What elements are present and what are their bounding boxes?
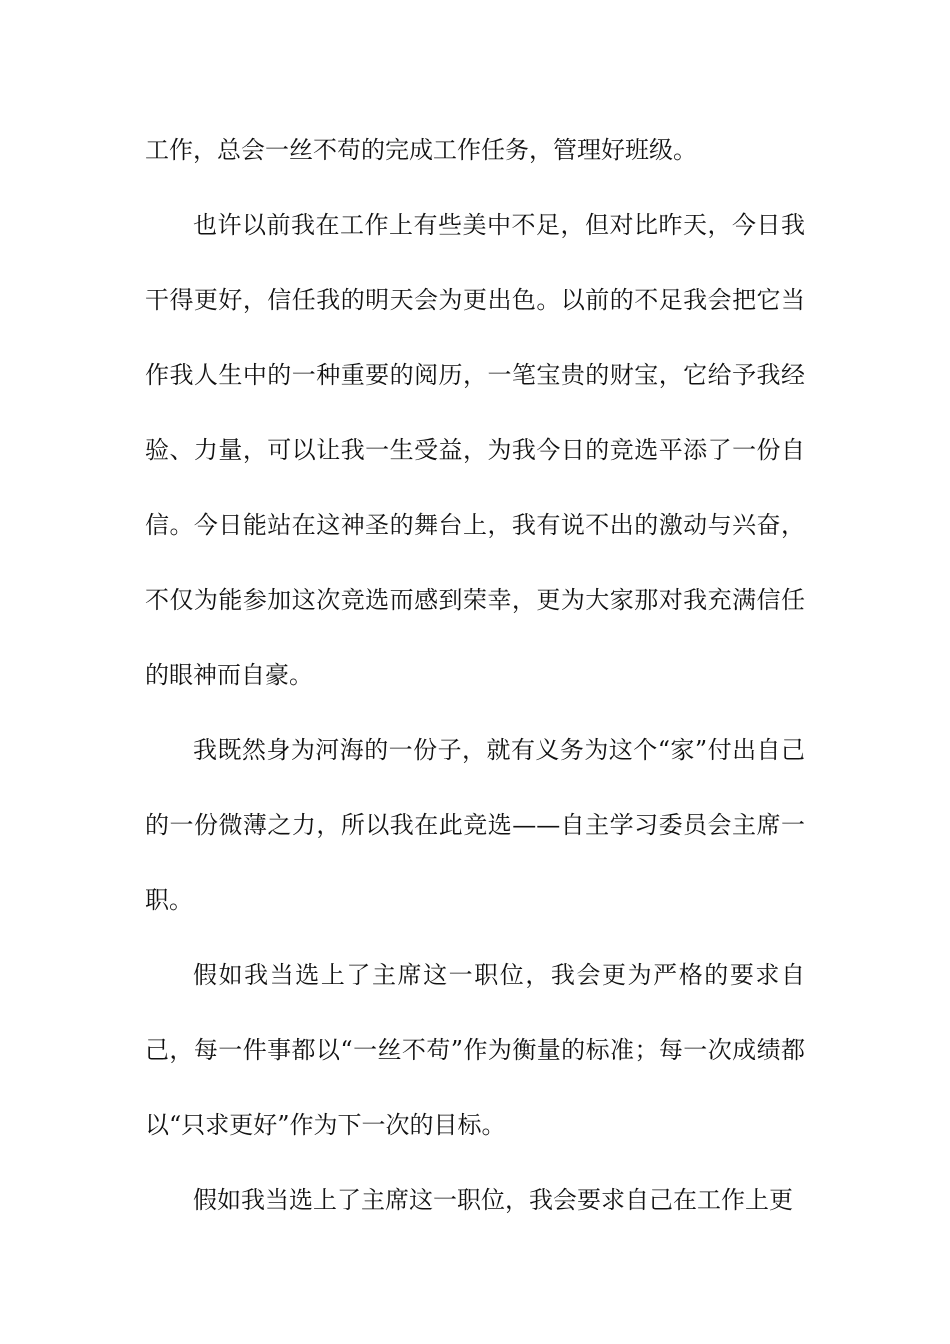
paragraph-3: 我既然身为河海的一份子，就有义务为这个“家”付出自己的一份微薄之力，所以我在此竞选——自主学习委员会主席一职。 — [145, 736, 805, 914]
paragraph-1: 工作，总会一丝不苟的完成工作任务，管理好班级。 — [145, 136, 697, 164]
paragraph-2: 也许以前我在工作上有些美中不足，但对比昨天，今日我干得更好，信任我的明天会为更出色。以前的不足我会把它当作我人生中的一种重要的阅历，一笔宝贵的财宝，它给予我经验、力量，可以让我一生受益，为我今日的竞选平添了一份自信。今日能站在这神圣的舞台上，我有说不出的激动与兴奋，不仅为能参加这次竞选而感到荣幸，更为大家那对我充满信任的眼神而自豪。 — [145, 211, 805, 689]
paragraph-4: 假如我当选上了主席这一职位，我会更为严格的要求自己，每一件事都以“一丝不苟”作为衡量的标准；每一次成绩都以“只求更好”作为下一次的目标。 — [145, 961, 805, 1139]
paragraph-5: 假如我当选上了主席这一职位，我会要求自己在工作上更 — [193, 1186, 793, 1214]
document-body — [145, 113, 805, 1238]
